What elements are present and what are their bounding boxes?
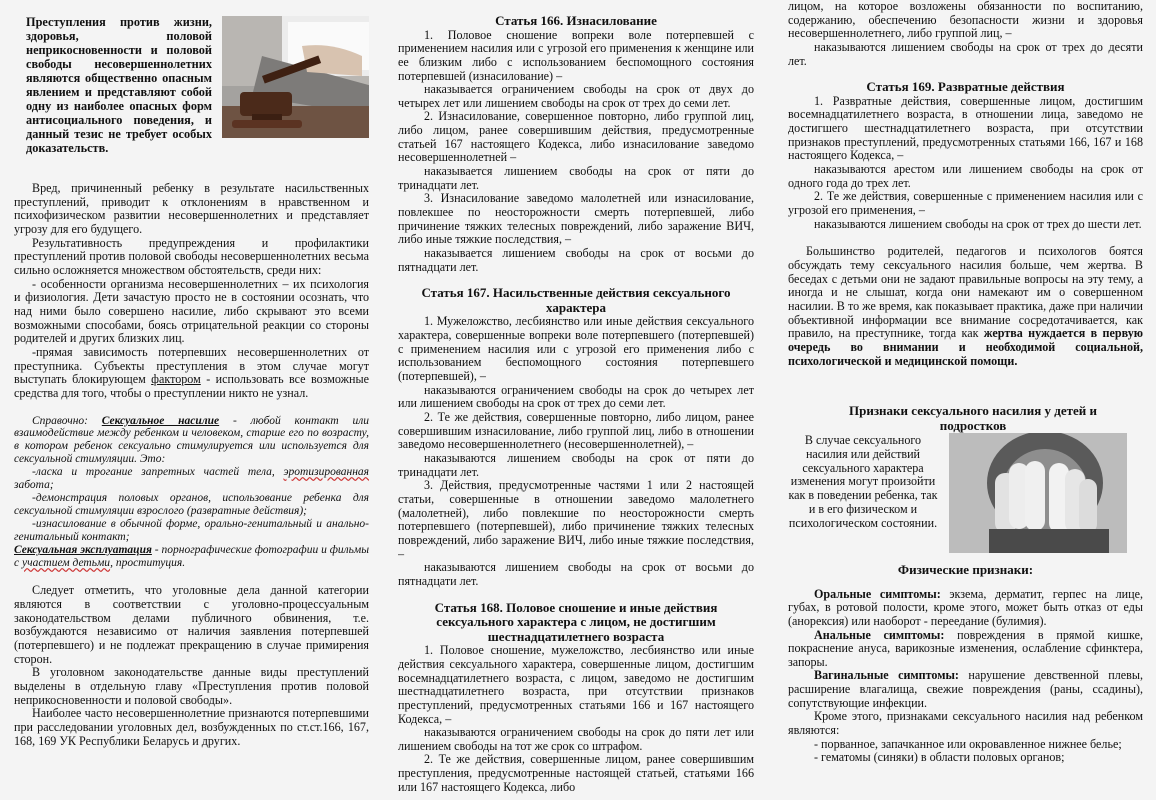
oral-symptoms: Оральные симптомы: экзема, дерматит, герпес на лице, губах, в ротовой полости, кроме этого, может быть отказ от еды (анорексия) или наоборот - переедание (булимия). — [788, 586, 1143, 628]
paragraph-features: - особенности организма несовершеннолетних – их психология и физиология. Дети зачастую просто не в состоянии осознать, что над ними было совершено насилие, либо скрывают это всеми возможными способами, боясь отрицательной реакции со стороны родителей и других близких лиц. — [14, 276, 369, 346]
note-item-3: -изнасилование в обычной форме, орально-генитальный и анально-генитальный контакт; — [14, 518, 369, 544]
article-167-title: Статья 167. Насильственные действия сексуального характера — [421, 285, 731, 315]
paragraph-parents: Большинство родителей, педагогов и психологов боятся обсуждать тему сексуального насилия больше, чем жертва. В беседах с детьми они не задают правильные вопросы на эту тему, а иногда и не слышат, когда они намекают им о совершенном насилии. В то же время, как показывает практика, даже при наличии объективной информации все внимание сосредотачивается, как правило, на преступнике, тогда как жертва нуждается в первую очередь во внимании и необходимой социальной, психологической и медицинской помощи. — [788, 244, 1143, 368]
physical-signs-heading: Физические признаки: — [897, 562, 1034, 577]
article-166-part-3: 3. Изнасилование заведомо малолетней или изнасилование, повлекшее по неосторожности смерть потерпевшей, либо причинение тяжких телесных повреждений, либо заражение ВИЧ, либо иные тяжкие последствия, – — [398, 191, 754, 247]
sign-underwear: - порванное, запачканное или окровавленное нижнее белье; — [814, 736, 1122, 751]
paragraph-harm: Вред, причиненный ребенку в результате насильственных преступлений, приводит к отклонениям в нравственном и психофизическом развитии несовершеннолетних и представляет угрозу для его будущего. — [14, 181, 369, 236]
signs-heading: Признаки сексуального насилия у детей и подростков — [849, 403, 1097, 433]
column-right — [788, 0, 1143, 800]
sign-bruises: - гематомы (синяки) в области половых органов; — [814, 750, 1065, 765]
article-166-part-2: 2. Изнасилование, совершенное повторно, либо группой лиц, либо лицом, ранее совершившим действия, предусмотренные статьей 167 настоящего Кодекса, либо изнасилование заведомо несовершеннолетней – — [398, 109, 754, 165]
crying-child-icon — [949, 433, 1127, 553]
note-item-1: -ласка и трогание запретных частей тела, эротизированная забота; — [14, 466, 369, 492]
article-168-title: Статья 168. Половое сношение и иные действия сексуального характера с лицом, не достигшим шестнадцатилетнего возраста — [434, 599, 718, 644]
paragraph-articles: Наиболее часто несовершеннолетние признаются потерпевшими при расследовании уголовных дел, возбужденных по ст.ст.166, 167, 168, 169 УК Республики Беларусь и других. — [14, 706, 369, 748]
paragraph-public: Следует отметить, что уголовные дела данной категории являются в соответствии с уголовно-процессуальным законодательством делами публичного обвинения, т.е. возбуждаются независимо от наличия заявления потерпевшей (потерпевшего) и не подлежат прекращению в случае примирения сторон. — [14, 583, 369, 666]
paragraph-chapter: В уголовном законодательстве данные виды преступлений выделены в отдельную главу «Преступления против половой неприкосновенности и половой свободы». — [14, 665, 369, 707]
article-167-part-2: 2. Те же действия, совершенные повторно, либо лицом, ранее совершившим изнасилование, либо группой лиц, либо в отношении заведомо несовершеннолетнего (несовершеннолетней), – — [398, 410, 754, 452]
article-169-penalty-1: наказываются арестом или лишением свободы на срок от одного года до трех лет. — [788, 162, 1143, 190]
anal-symptoms: Анальные симптомы: повреждения в прямой кишке, покраснение ануса, варикозные изменения, ослабление сфинктера, запоры. — [788, 627, 1143, 669]
article-169-title: Статья 169. Развратные действия — [866, 79, 1065, 95]
intro-bold: Преступления против жизни, здоровья, половой неприкосновенности и половой свободы несовершеннолетних являются общественно опасным явлением и представляют собой одну из наиболее опасных форм антисоциального поведения, и данный тезис не требует особых доказательств. — [26, 15, 212, 156]
article-167-part-1: 1. Мужеложство, лесбиянство или иные действия сексуального характера, совершенные вопреки воле потерпевшего (потерпевшей) с применением насилия или с угрозой его применения либо с использованием беспомощного состояния потерпевшего (потерпевшей), – — [398, 314, 754, 384]
article-169-penalty-2: наказываются лишением свободы на срок от трех до шести лет. — [814, 216, 1142, 231]
article-168-part-2: 2. Те же действия, совершенные лицом, ранее совершившим преступления, предусмотренные настоящей статьей, статьями 166 или 167 настоящего Кодекса, либо — [398, 752, 754, 794]
factor-link: фактором — [151, 372, 201, 387]
article-166-part-1: 1. Половое сношение вопреки воле потерпевшей с применением насилия или с угрозой его применения к женщине или ее близким либо с использованием беспомощного состояния потерпевшей (изнасилование) – — [398, 27, 754, 83]
article-167-penalty-3: наказываются лишением свободы на срок от восьми до пятнадцати лет. — [398, 560, 754, 588]
paragraph-prevention: Результативность предупреждения и профилактики преступлений против половой свободы несовершеннолетних весьма сильно осложняется множеством обстоятельств, среди них: — [14, 235, 369, 277]
article-168-part-1: 1. Половое сношение, мужеложство, лесбиянство или иные действия сексуального характера, совершенные лицом, достигшим восемнадцатилетнего возраста, с лицом, заведомо не достигшим шестнадцатилетнего возраста, при отсутствии признаков преступлений, предусмотренных статьями 166 и 167 настоящего Кодекса, – — [398, 643, 754, 726]
article-167-penalty-1: наказываются ограничением свободы на срок до четырех лет или лишением свободы на срок от трех до семи лет. — [398, 382, 754, 411]
article-167-penalty-2: наказываются лишением свободы на срок от пяти до тринадцати лет. — [398, 451, 754, 479]
reference-note: Справочно: Сексуальное насилие - любой контакт или взаимодействие между ребенком и человеком, старше его по возрасту, в котором ребенок сексуально стимулируется или используется для сексуальной стимуляции. Это: — [14, 414, 369, 466]
article-168-penalty-2: наказываются лишением свободы на срок от трех до десяти лет. — [788, 39, 1143, 68]
other-signs: Кроме этого, признаками сексуального насилия над ребенком являются: — [788, 709, 1143, 738]
article-166-penalty-3: наказывается лишением свободы на срок от восьми до пятнадцати лет. — [398, 246, 754, 274]
article-167-part-3: 3. Действия, предусмотренные частями 1 или 2 настоящей статьи, совершенные в отношении заведомо малолетнего (малолетней), либо повлекшие по неосторожности смерть потерпевшего (потерпевшей), либо причинение тяжких телесных повреждений, либо заражение ВИЧ, либо иные тяжкие последствия, – — [398, 478, 754, 561]
column-left — [14, 0, 369, 800]
gavel-icon — [222, 16, 369, 138]
article-166-title: Статья 166. Изнасилование — [495, 13, 657, 28]
article-168-penalty-1: наказываются ограничением свободы на срок до пяти лет или лишением свободы на тот же срок со штрафом. — [398, 725, 754, 753]
article-169-part-2: 2. Те же действия, совершенные с применением насилия или с угрозой его применения, – — [788, 189, 1143, 218]
vaginal-symptoms: Вагинальные симптомы: нарушение девственной плевы, расширение влагалища, свежие повреждения (раны, ссадины), сопутствующие инфекции. — [788, 668, 1143, 710]
column-middle — [398, 0, 754, 800]
note-item-2: -демонстрация половых органов, использование ребенка для сексуальной стимуляции взрослого (развратные действия); — [14, 492, 369, 518]
note-item-4: Сексуальная эксплуатация - порнографические фотографии и фильмы с участием детьми, проституция. — [14, 544, 369, 570]
article-169-part-1: 1. Развратные действия, совершенные лицом, достигшим восемнадцатилетнего возраста, в отношении лица, заведомо не достигшего шестнадцатилетнего возраста, при отсутствии признаков преступлений, предусмотренных статьями 166, 167 и 168 настоящего Кодекса, – — [788, 93, 1143, 163]
paragraph-dependence: -прямая зависимость потерпевших несовершеннолетних от преступника. Субъекты преступления в этом случае могут выступать блокирующем фактором - использовать все возможные средства для того, чтобы о преступлении никто не узнал. — [14, 344, 369, 400]
article-168-continuation: лицом, на которое возложены обязанности по воспитанию, содержанию, обеспечению безопасности жизни и здоровья несовершеннолетнего, либо группой лиц, – — [788, 0, 1143, 41]
article-166-penalty-1: наказывается ограничением свободы на срок от двух до четырех лет или лишением свободы на срок от трех до семи лет. — [398, 82, 754, 110]
article-166-penalty-2: наказывается лишением свободы на срок от пяти до тринадцати лет. — [398, 164, 754, 192]
signs-intro: В случае сексуального насилия или действий сексуального характера изменения могут произойти как в поведении ребенка, так и в его физическом и психологическом состоянии. — [788, 433, 938, 530]
